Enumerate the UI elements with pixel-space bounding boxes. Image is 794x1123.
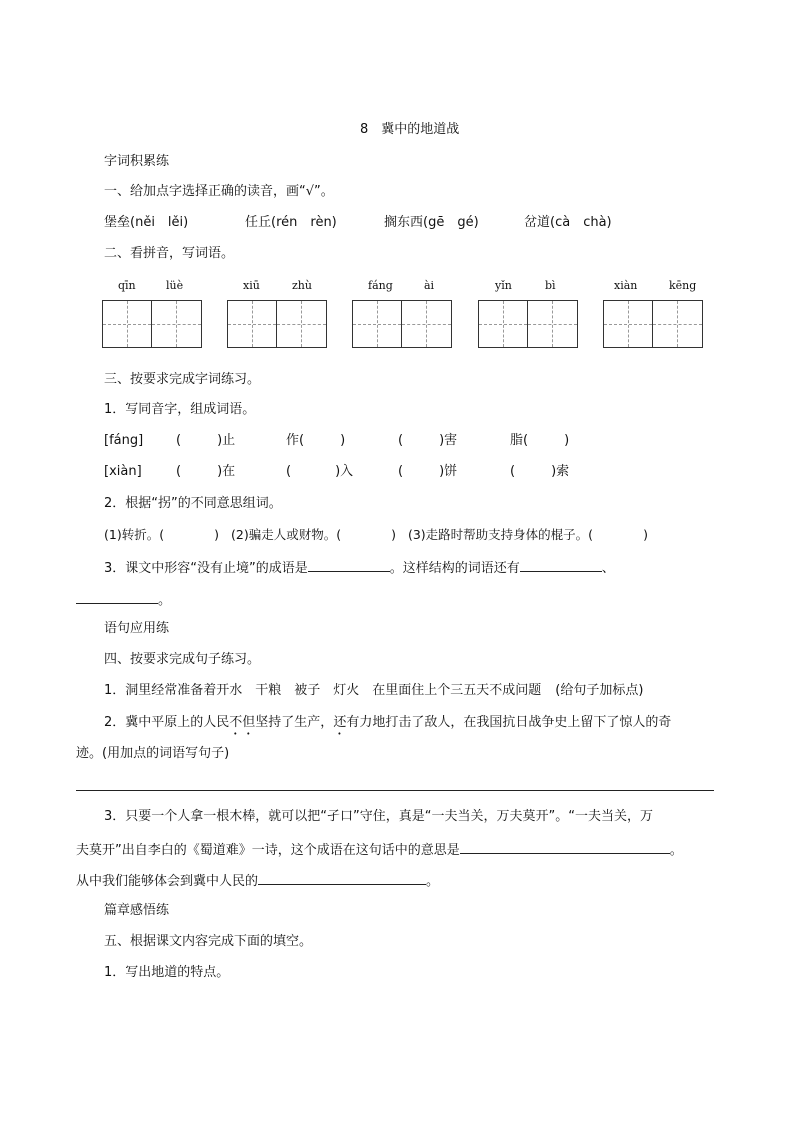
grid-pinyin: zhù: [292, 279, 312, 292]
row-label: [xiàn]: [104, 464, 142, 479]
grid-pinyin: yǐn: [495, 279, 512, 292]
q2-heading: 二、看拼音，写词语。: [104, 246, 235, 261]
section-heading-reading: 篇章感悟练: [104, 903, 170, 918]
writing-grid[interactable]: [352, 300, 452, 348]
answer-blank[interactable]: [520, 557, 602, 572]
grid-pinyin: ài: [424, 279, 435, 292]
row-label: [fáng]: [104, 433, 144, 448]
q1-item: [384, 214, 479, 232]
grid-cell[interactable]: [103, 301, 152, 347]
q3-sub3: 3．课文中形容“没有止境”的成语是 。这样结构的词语还有 、: [104, 557, 615, 578]
q3-sub2-items[interactable]: (1)转折。( ) (2)骗走人或财物。( ) (3)走路时帮助支持身体的棍子。( ): [104, 527, 648, 542]
q1-item: [245, 214, 337, 232]
q1-pinyin[interactable]: (cà chà): [550, 215, 612, 230]
q4-s3-line3: 从中我们能够体会到冀中人民的 。: [76, 870, 439, 891]
answer-blank[interactable]: [308, 557, 390, 572]
q5-sub1: 1．写出地道的特点。: [104, 965, 230, 980]
writing-grid[interactable]: [102, 300, 202, 348]
q3-sub2: 2．根据“拐”的不同意思组词。: [104, 496, 282, 511]
writing-grid[interactable]: [227, 300, 327, 348]
grid-pinyin: qīn: [118, 279, 136, 292]
grid-cell[interactable]: [528, 301, 577, 347]
grid-cell[interactable]: [604, 301, 653, 347]
homophone-blank[interactable]: ( )害: [398, 433, 458, 448]
section-heading-sentence: 语句应用练: [104, 621, 170, 636]
page-title: 8 冀中的地道战: [360, 122, 460, 137]
q4-s2-cont: 迹。(用加点的词语写句子): [76, 746, 230, 761]
answer-blank[interactable]: [460, 839, 670, 854]
homophone-blank[interactable]: ( )在: [176, 464, 236, 479]
q4-heading: 四、按要求完成句子练习。: [104, 652, 261, 667]
homophone-blank[interactable]: 作( ): [286, 433, 346, 448]
grid-cell[interactable]: [479, 301, 528, 347]
grid-cell[interactable]: [228, 301, 277, 347]
grid-pinyin: fáng: [368, 279, 393, 292]
grid-pinyin: xiàn: [614, 279, 638, 292]
q1-pinyin[interactable]: (něi lěi): [130, 215, 189, 230]
q1-pinyin[interactable]: (rén rèn): [271, 215, 337, 230]
grid-pinyin: kēng: [669, 279, 697, 292]
q5-heading: 五、根据课文内容完成下面的填空。: [104, 934, 313, 949]
q1-word: 搁东西: [384, 215, 424, 230]
q4-s3-line2: 夫莫开”出自李白的《蜀道难》一诗，这个成语在这句话中的意思是 。: [76, 839, 683, 860]
grid-cell[interactable]: [152, 301, 201, 347]
q1-word: 堡垒: [104, 215, 131, 230]
q1-pinyin[interactable]: (gē gé): [423, 215, 479, 230]
q3-heading: 三、按要求完成字词练习。: [104, 372, 261, 387]
grid-pinyin: xiū: [243, 279, 260, 292]
q1-word: 任丘: [245, 215, 272, 230]
q1-item: [104, 214, 188, 232]
writing-grid[interactable]: [478, 300, 578, 348]
section-heading-vocab: 字词积累练: [104, 154, 170, 169]
q4-s2: 2．冀中平原上的人民不但坚持了生产，还有力地打击了敌人，在我国抗日战争史上留下了惊人的奇: [104, 715, 672, 730]
q4-s3-line1: 3．只要一个人拿一根木棒，就可以把“孑口”守住，真是“一夫当关，万夫莫开”。“一夫当关，万: [104, 809, 653, 824]
homophone-blank[interactable]: ( )饼: [398, 464, 458, 479]
answer-blank[interactable]: [76, 589, 158, 604]
grid-pinyin: bì: [545, 279, 556, 292]
grid-cell[interactable]: [277, 301, 326, 347]
grid-cell[interactable]: [653, 301, 702, 347]
writing-grid[interactable]: [603, 300, 703, 348]
homophone-blank[interactable]: ( )止: [176, 433, 236, 448]
q4-s1: 1．洞里经常准备着开水 干粮 被子 灯火 在里面住上个三五天不成问题 (给句子加标点): [104, 683, 644, 698]
q1-heading: 一、给加点字选择正确的读音，画“√”。: [104, 184, 334, 199]
q3-sub3-cont: 。: [76, 589, 171, 610]
dotted-word: 不但: [229, 715, 256, 730]
q3-sub1: 1．写同音字，组成词语。: [104, 402, 256, 417]
dotted-word: 还: [333, 715, 347, 730]
homophone-blank[interactable]: ( )入: [286, 464, 354, 479]
q1-item: [524, 214, 612, 232]
q1-word: 岔道: [524, 215, 551, 230]
answer-blank[interactable]: [258, 870, 426, 885]
grid-cell[interactable]: [402, 301, 451, 347]
answer-line[interactable]: [76, 790, 714, 791]
homophone-blank[interactable]: ( )索: [510, 464, 570, 479]
homophone-blank[interactable]: 脂( ): [510, 433, 570, 448]
grid-cell[interactable]: [353, 301, 402, 347]
grid-pinyin: lüè: [166, 279, 184, 292]
